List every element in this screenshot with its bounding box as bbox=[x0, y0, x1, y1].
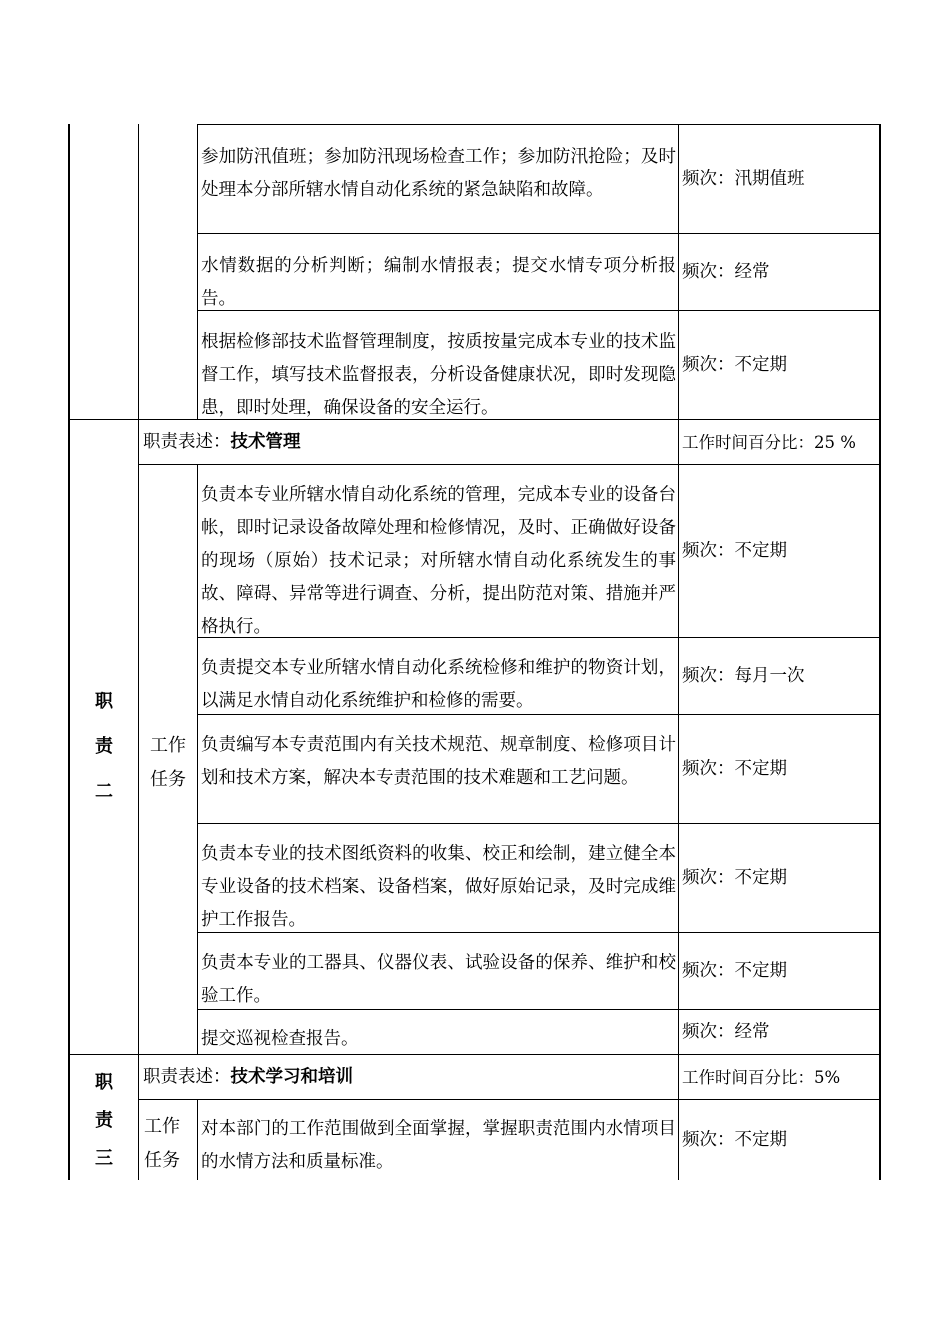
duty-description bbox=[139, 1055, 678, 1099]
section-label-char: 责 bbox=[95, 1110, 113, 1131]
work-time-percentage: 工作时间百分比：5% bbox=[682, 1067, 841, 1087]
work-task-label-line: 任务 bbox=[150, 769, 186, 790]
work-task-label-line: 工作 bbox=[144, 1116, 180, 1137]
section-label-duty-3 bbox=[70, 1064, 138, 1178]
section-label-char: 三 bbox=[95, 1148, 113, 1169]
frequency-cell: 频次：不定期 bbox=[682, 1129, 787, 1150]
duty-description-prefix: 职责表述： bbox=[143, 1066, 231, 1087]
frequency-cell: 频次：经常 bbox=[682, 1021, 770, 1042]
work-task-label bbox=[139, 729, 197, 797]
column-divider-label bbox=[138, 124, 139, 1180]
section-label-char: 职 bbox=[95, 691, 113, 712]
duty-description-title: 技术学习和培训 bbox=[230, 1066, 353, 1087]
work-task-label-line: 工作 bbox=[150, 735, 186, 756]
section-label-char: 职 bbox=[95, 1072, 113, 1093]
frequency-cell: 频次：不定期 bbox=[682, 354, 787, 375]
task-cell: 参加防汛值班；参加防汛现场检查工作；参加防汛抢险；及时处理本分部所辖水情自动化系统的紧急缺陷和故障。 bbox=[201, 147, 676, 200]
task-cell: 根据检修部技术监督管理制度，按质按量完成本专业的技术监督工作，填写技术监督报表，分析设备健康状况，即时发现隐患，即时处理，确保设备的安全运行。 bbox=[201, 332, 676, 418]
task-cell: 负责提交本专业所辖水情自动化系统检修和维护的物资计划，以满足水情自动化系统维护和检修的需要。 bbox=[201, 658, 676, 711]
task-cell: 负责本专业所辖水情自动化系统的管理，完成本专业的设备台帐，即时记录设备故障处理和检修情况，及时、正确做好设备的现场（原始）技术记录；对所辖水情自动化系统发生的事故、障碍、异常等进行调查、分析，提出防范对策、措施并严格执行。 bbox=[201, 485, 676, 637]
work-task-label-line: 任务 bbox=[144, 1150, 180, 1171]
frequency-cell: 频次：不定期 bbox=[682, 540, 787, 561]
duty-description-title: 技术管理 bbox=[230, 431, 301, 452]
task-cell: 负责本专业的技术图纸资料的收集、校正和绘制，建立健全本专业设备的技术档案、设备档案，做好原始记录，及时完成维护工作报告。 bbox=[201, 844, 676, 930]
section-label-char: 二 bbox=[95, 781, 113, 802]
task-cell: 对本部门的工作范围做到全面掌握，掌握职责范围内水情项目的水情方法和质量标准。 bbox=[201, 1119, 676, 1172]
task-cell: 负责本专业的工器具、仪器仪表、试验设备的保养、维护和校验工作。 bbox=[201, 953, 676, 1006]
table-outer-left-border bbox=[68, 124, 70, 1180]
frequency-cell: 频次：汛期值班 bbox=[682, 168, 805, 189]
section-label-char: 责 bbox=[95, 736, 113, 757]
frequency-cell: 频次：每月一次 bbox=[682, 665, 805, 686]
work-task-label bbox=[139, 1110, 185, 1178]
task-cell: 提交巡视检查报告。 bbox=[201, 1029, 359, 1049]
table-outer-right-border bbox=[879, 124, 881, 1180]
section-label-duty-2 bbox=[70, 679, 138, 814]
work-time-percentage: 工作时间百分比：25 % bbox=[682, 432, 856, 452]
frequency-cell: 频次：不定期 bbox=[682, 758, 787, 779]
duty-description bbox=[139, 420, 678, 464]
frequency-cell: 频次：经常 bbox=[682, 261, 770, 282]
task-cell: 负责编写本专责范围内有关技术规范、规章制度、检修项目计划和技术方案，解决本专责范围的技术难题和工艺问题。 bbox=[201, 735, 676, 788]
duty-description-prefix: 职责表述： bbox=[143, 431, 231, 452]
frequency-cell: 频次：不定期 bbox=[682, 867, 787, 888]
frequency-cell: 频次：不定期 bbox=[682, 960, 787, 981]
task-cell: 水情数据的分析判断；编制水情报表；提交水情专项分析报告。 bbox=[201, 256, 676, 309]
